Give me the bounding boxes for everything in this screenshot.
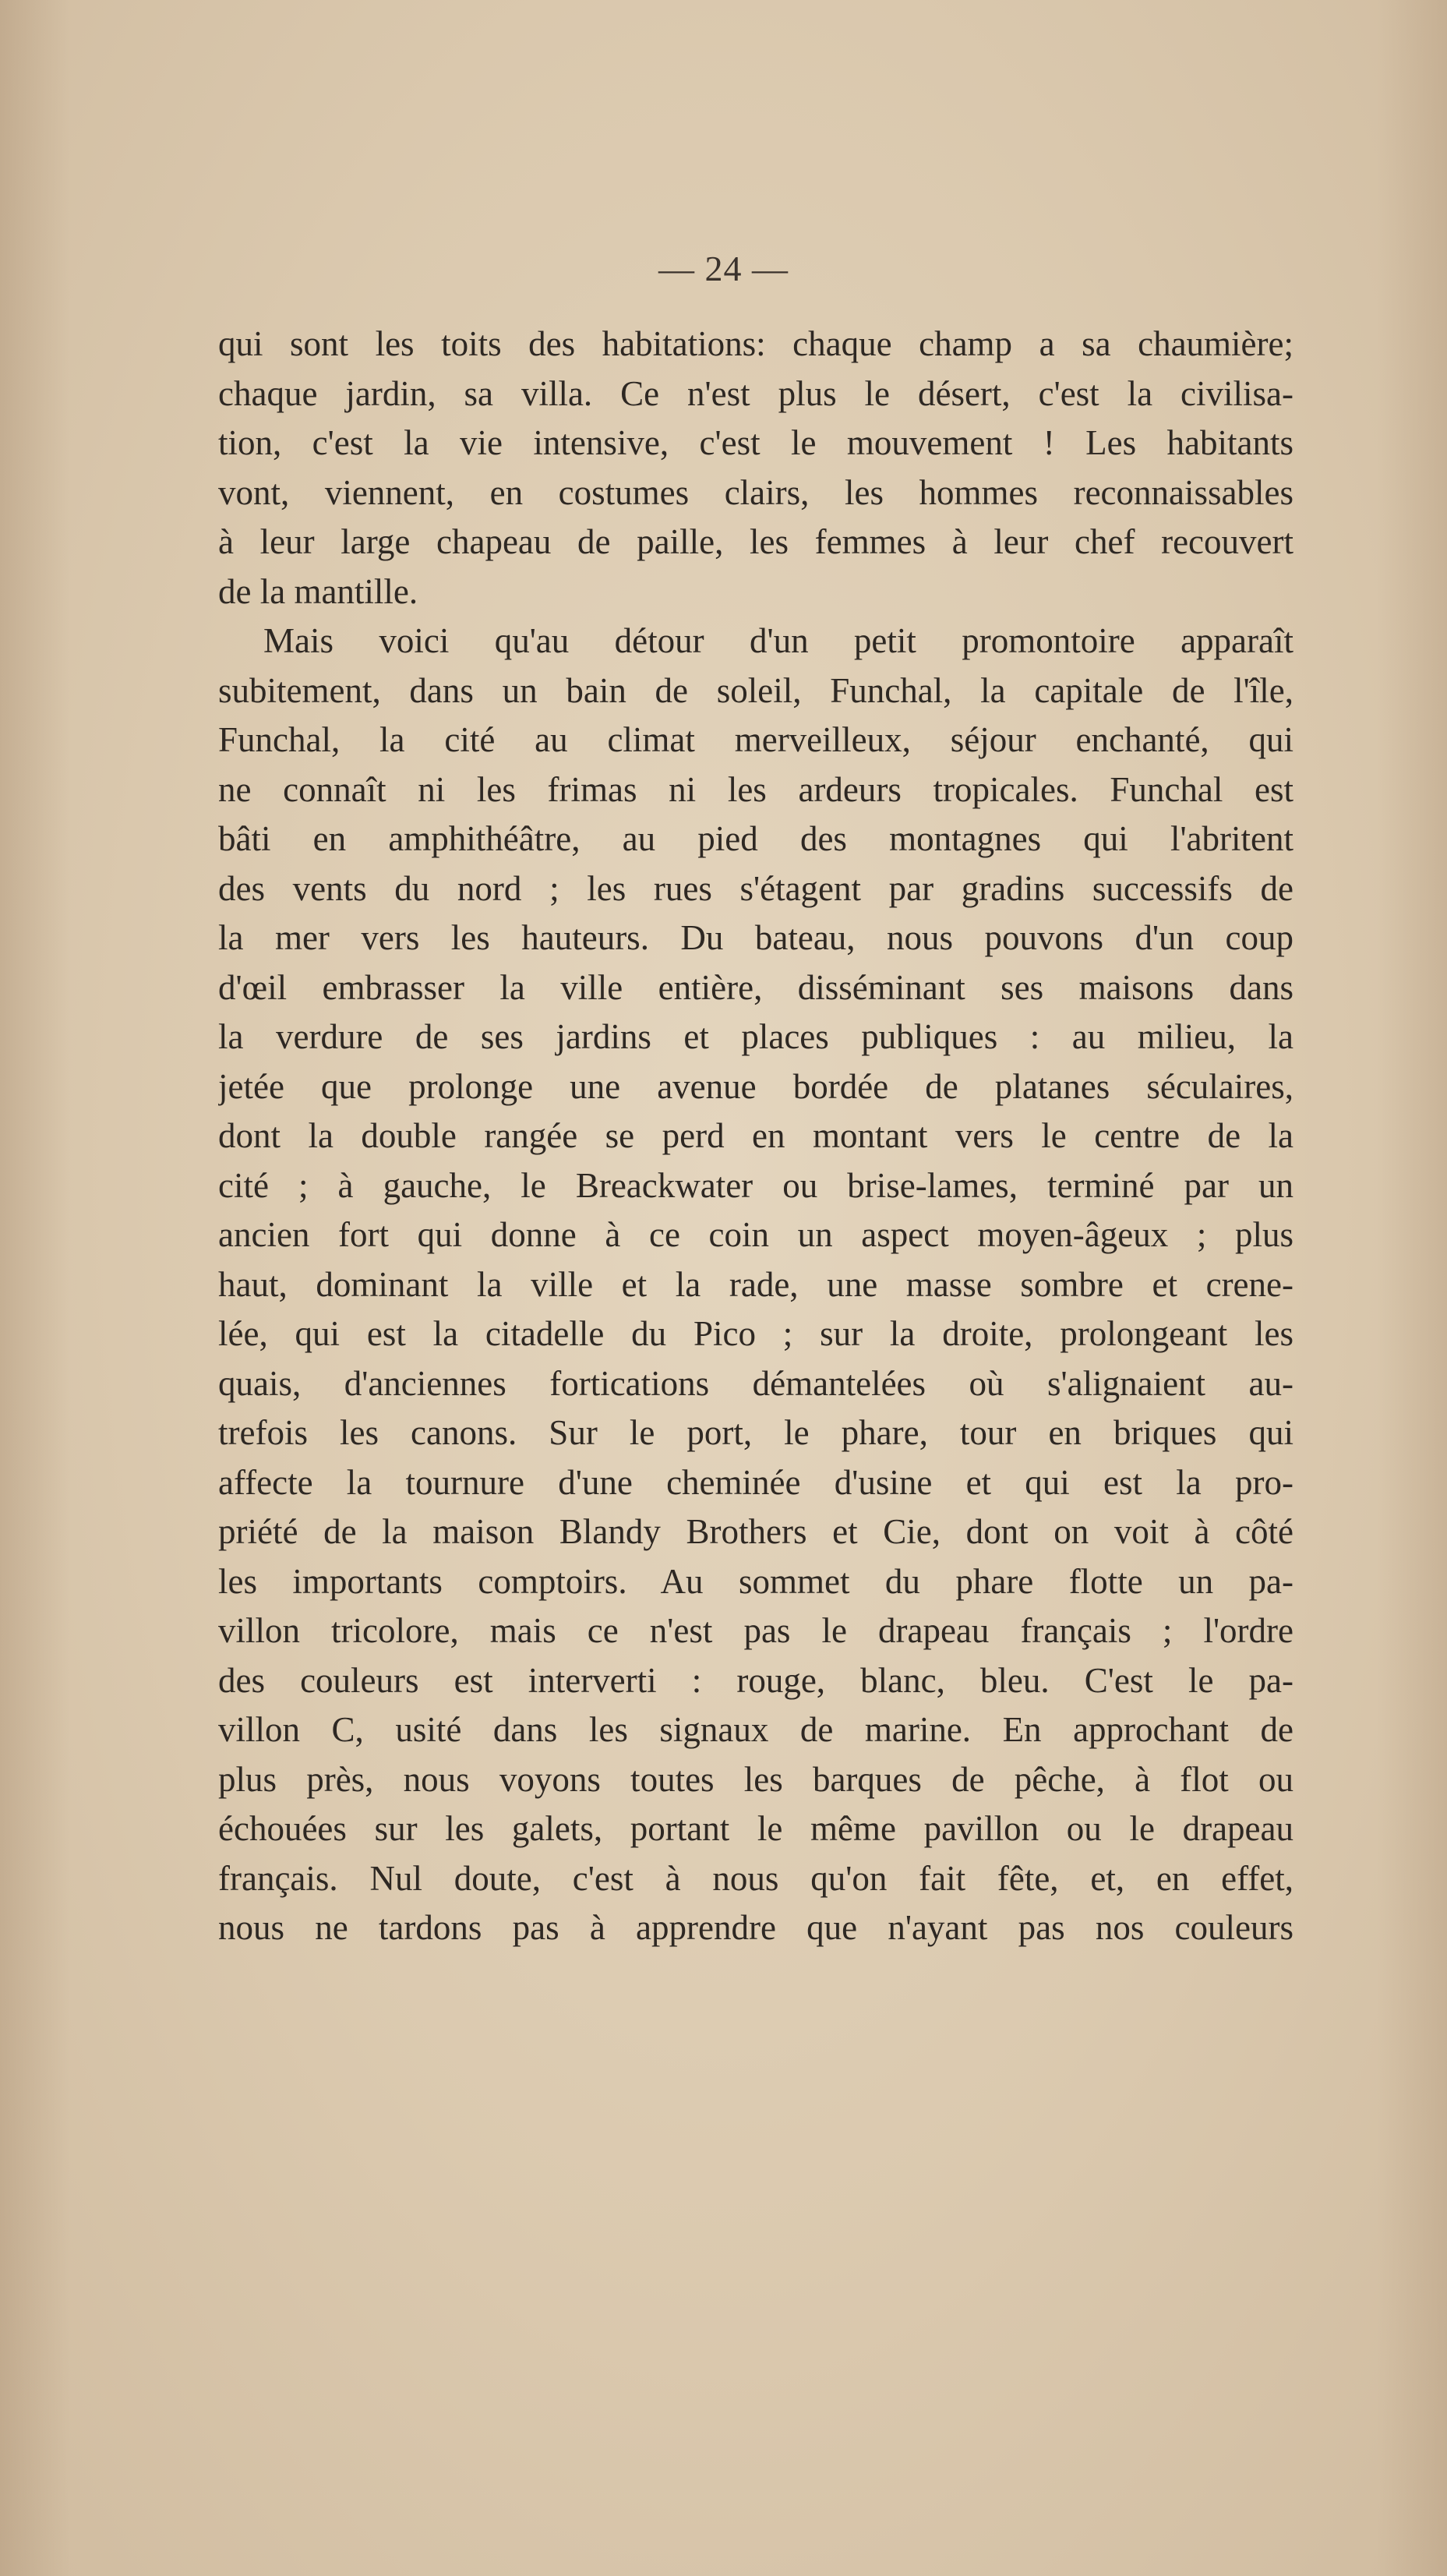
text-line: à leur large chapeau de paille, les femmes à leur chef recouvert — [218, 522, 1293, 561]
text-line: français. Nul doute, c'est à nous qu'on fait fête, et, en effet, — [218, 1858, 1293, 1898]
text-line: plus près, nous voyons toutes les barques de pêche, à flot ou — [218, 1759, 1293, 1799]
text-line: dont la double rangée se perd en montant vers le centre de la — [218, 1116, 1293, 1155]
text-line: quais, d'anciennes fortications démantelées où s'alignaient au- — [218, 1363, 1293, 1403]
text-line: haut, dominant la ville et la rade, une masse sombre et crene- — [218, 1264, 1293, 1304]
text-line: d'œil embrasser la ville entière, disséminant ses maisons dans — [218, 967, 1293, 1007]
text-line: Funchal, la cité au climat merveilleux, séjour enchanté, qui — [218, 720, 1293, 759]
text-line: jetée que prolonge une avenue bordée de platanes séculaires, — [218, 1066, 1293, 1106]
body-text — [218, 320, 1293, 1953]
text-line: de la mantille. — [218, 571, 418, 611]
text-line: villon tricolore, mais ce n'est pas le drapeau français ; l'ordre — [218, 1611, 1293, 1650]
text-line: qui sont les toits des habitations: chaque champ a sa chaumière; — [218, 324, 1293, 363]
text-line: priété de la maison Blandy Brothers et Cie, dont on voit à côté — [218, 1512, 1293, 1551]
text-line: affecte la tournure d'une cheminée d'usine et qui est la pro- — [218, 1462, 1293, 1502]
text-line: les importants comptoirs. Au sommet du phare flotte un pa- — [218, 1561, 1293, 1601]
text-line: chaque jardin, sa villa. Ce n'est plus le désert, c'est la civilisa- — [218, 373, 1293, 413]
text-line: la verdure de ses jardins et places publiques : au milieu, la — [218, 1017, 1293, 1056]
text-line: la mer vers les hauteurs. Du bateau, nous pouvons d'un coup — [218, 918, 1293, 957]
text-line: des vents du nord ; les rues s'étagent par gradins successifs de — [218, 868, 1293, 908]
text-line: échouées sur les galets, portant le même pavillon ou le drapeau — [218, 1809, 1293, 1848]
text-line: cité ; à gauche, le Breackwater ou brise-lames, terminé par un — [218, 1165, 1293, 1205]
page-edge-shadow-left — [0, 0, 70, 2576]
page-edge-shadow-right — [1377, 0, 1447, 2576]
text-line: ancien fort qui donne à ce coin un aspect moyen-âgeux ; plus — [218, 1215, 1293, 1254]
text-line: tion, c'est la vie intensive, c'est le mouvement ! Les habitants — [218, 423, 1293, 462]
text-line: nous ne tardons pas à apprendre que n'ayant pas nos couleurs — [218, 1908, 1293, 1947]
text-line: vont, viennent, en costumes clairs, les hommes reconnaissables — [218, 472, 1293, 512]
text-line: villon C, usité dans les signaux de marine. En approchant de — [218, 1710, 1293, 1749]
text-line: trefois les canons. Sur le port, le phare, tour en briques qui — [218, 1413, 1293, 1452]
text-line: lée, qui est la citadelle du Pico ; sur la droite, prolongeant les — [218, 1314, 1293, 1353]
text-line: Mais voici qu'au détour d'un petit promontoire apparaît — [263, 621, 1293, 660]
text-line: subitement, dans un bain de soleil, Funchal, la capitale de l'île, — [218, 670, 1293, 710]
text-line: ne connaît ni les frimas ni les ardeurs tropicales. Funchal est — [218, 769, 1293, 809]
text-line: bâti en amphithéâtre, au pied des montagnes qui l'abritent — [218, 819, 1293, 858]
text-line: des couleurs est interverti : rouge, blanc, bleu. C'est le pa- — [218, 1660, 1293, 1700]
page-number: — 24 — — [658, 249, 789, 288]
